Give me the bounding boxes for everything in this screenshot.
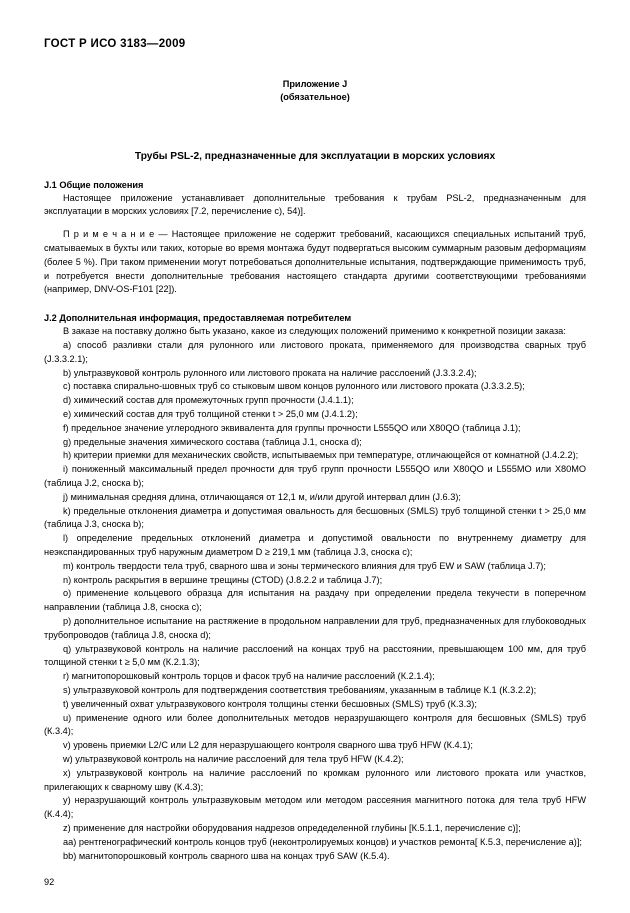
list-item: x) ультразвуковой контроль на наличие расслоений по кромкам рулонного или листового проката или участков, прилегающих к сварному шву (К.4.3); xyxy=(44,767,586,792)
section-heading-j2: J.2 Дополнительная информация, предоставляемая потребителем xyxy=(44,313,352,324)
list-item: y) неразрушающий контроль ультразвуковым методом или методом рассеяния магнитного потока для тела труб HFW (К.4.4); xyxy=(44,795,586,820)
section-heading-j1: J.1 Общие положения xyxy=(44,179,144,190)
list-item: aa) рентгенографический контроль концов труб (неконтролируемых концов) и участков ремонта[ К.5.3, перечисление a)]; xyxy=(63,836,582,847)
list-item: v) уровень приемки L2/C или L2 для неразрушающего контроля сварного шва труб HFW (К.4.1); xyxy=(63,740,473,751)
list-item: u) применение одного или более дополнительных методов неразрушающего контроля для бесшовных (SMLS) труб (К.3.4); xyxy=(44,712,586,737)
annex-label: Приложение J xyxy=(282,79,348,89)
list-item: l) определение предельных отклонений диаметра и допустимой овальности по внутреннему диаметру для неэкспандированных труб наружным диаметром D ≥ 219,1 мм (таблица J.3, сноска c); xyxy=(44,533,586,558)
list-item: m) контроль твердости тела труб, сварного шва и зоны термического влияния для труб EW и SAW (таблица J.7); xyxy=(63,560,546,571)
list-item: c) поставка спирально-шовных труб со стыковым швом концов рулонного или листового проката (J.3.3.2.5); xyxy=(63,381,525,392)
list-item: d) химический состав для промежуточных групп прочности (J.4.1.1); xyxy=(63,395,354,406)
list-item: k) предельные отклонения диаметра и допустимая овальность для бесшовных (SMLS) труб толщиной стенки t > 25,0 мм (таблица J.3, сноска b); xyxy=(44,505,586,530)
list-item: f) предельное значение углеродного эквивалента для группы прочности L555QO или X80QO (таблица J.1); xyxy=(63,422,521,433)
list-item: n) контроль раскрытия в вершине трещины (CTOD) (J.8.2.2 и таблица J.7); xyxy=(63,574,383,585)
list-item: g) предельные значения химического состава (таблица J.1, сноска d); xyxy=(63,436,362,447)
list-item: p) дополнительное испытание на растяжение в продольном направлении для труб, предназначенных для глубоководных трубопроводов (таблица J.8, сноска d); xyxy=(44,616,586,640)
list-item: o) применение кольцевого образца для испытания на раздачу при определении предела текучести в поперечном направлении (таблица J.8, сноска c); xyxy=(44,588,586,613)
list-item: i) пониженный максимальный предел прочности для труб групп прочности L555QO или X80QO и L555MO или X80MO (таблица J.2, сноска b); xyxy=(44,464,586,489)
list-item: w) ультразвуковой контроль на наличие расслоений для тела труб HFW (К.4.2); xyxy=(63,753,404,764)
section-j2-item-list xyxy=(44,339,586,863)
list-item: s) ультразвуковой контроль для подтверждения соответствия требованиям, указанным в таблице К.1 (К.3.2.2); xyxy=(63,684,537,695)
page-number: 92 xyxy=(44,877,55,887)
list-item: a) способ разливки стали для рулонного или листового проката, применяемого для производства сварных труб (J.3.3.2.1); xyxy=(44,340,586,364)
page-title: Трубы PSL-2, предназначенные для эксплуатации в морских условиях xyxy=(134,150,496,162)
list-item: t) увеличенный охват ультразвукового контроля толщины стенки бесшовных (SMLS) труб (К.3.3); xyxy=(63,698,477,709)
list-item: r) магнитопорошковый контроль торцов и фасок труб на наличие расслоений (К.2.1.4); xyxy=(63,671,435,682)
annex-heading xyxy=(44,78,586,105)
standard-header: ГОСТ Р ИСО 3183—2009 xyxy=(44,38,186,50)
list-item: h) критерии приемки для механических свойств, испытываемых при температуре, отличающейся от комнатной (J.4.2.2); xyxy=(63,450,579,461)
list-item: bb) магнитопорошковый контроль сварного шва на концах труб SAW (К.5.4). xyxy=(63,850,390,861)
section-j2-paragraph: В заказе на поставку должно быть указано, какое из следующих положений применимо к конкретной позиции заказа: xyxy=(63,326,566,337)
list-item: q) ультразвуковой контроль на наличие расслоений на концах труб на расстоянии, превышающем 100 мм, для труб толщиной стенки t ≥ 5,0 мм (К.2.1.3); xyxy=(44,643,586,668)
list-item: b) ультразвуковой контроль рулонного или листового проката на наличие расслоений (J.3.3.2.4); xyxy=(63,367,477,378)
section-j1-note: П р и м е ч а н и е — Настоящее приложение не содержит требований, касающихся специальных испытаний труб, сматываемых в бухты или таких, которые во время монтажа будут подвергаться высоким суммарным разовым деформациям (более 5 %). При таком применении могут потребоваться дополнительные испытания, подтверждающие применимость труб, и потребуется внести дополнительные требования настоящего стандарта другими соответствующими требованиями (например, DNV-OS-F101 [22]). xyxy=(44,229,586,295)
annex-mandatory-note: (обязательное) xyxy=(280,92,350,103)
list-item: e) химический состав для труб толщиной стенки t > 25,0 мм (J.4.1.2); xyxy=(63,409,358,420)
list-item: j) минимальная средняя длина, отличающаяся от 12,1 м, и/или другой интервал длин (J.6.3); xyxy=(63,491,461,502)
list-item: z) применение для настройки оборудования надрезов опредеделенной глубины [К.5.1.1, перечисление c)]; xyxy=(63,822,521,833)
section-j1-paragraph: Настоящее приложение устанавливает дополнительные требования к трубам PSL-2, предназначенным для эксплуатации в морских условиях [7.2, перечисление c), 54)]. xyxy=(44,192,586,217)
